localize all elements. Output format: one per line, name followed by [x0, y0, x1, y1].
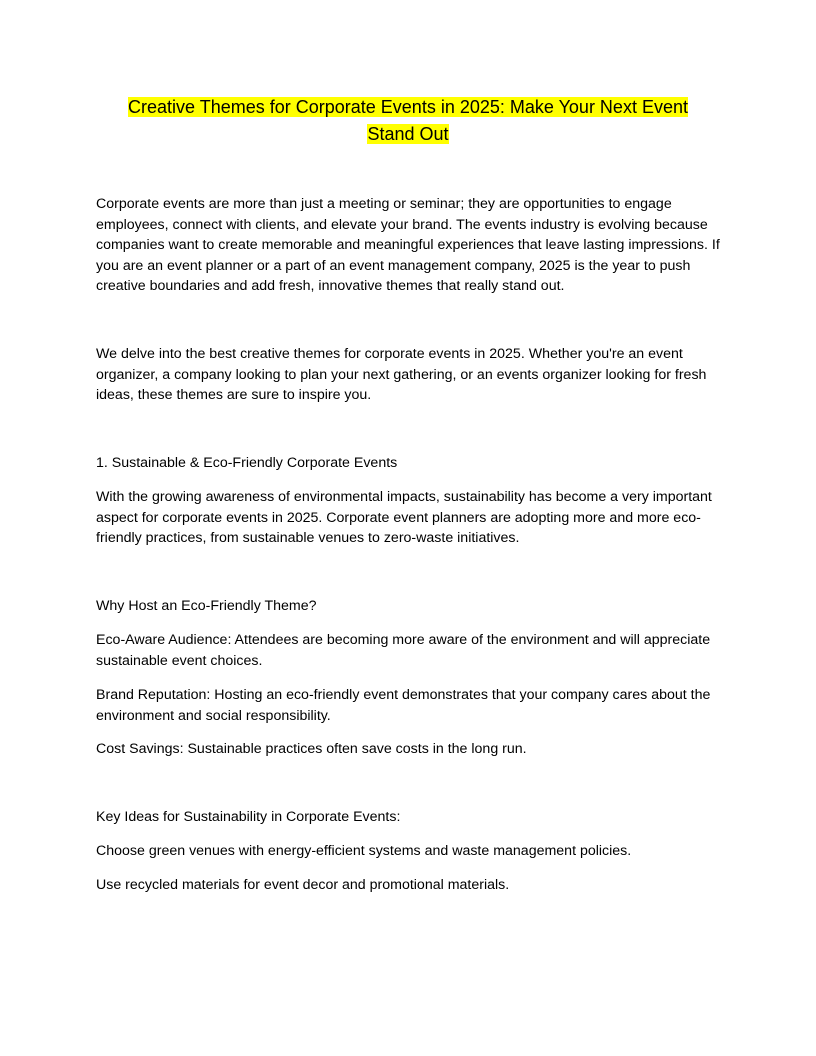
ideas-heading: Key Ideas for Sustainability in Corporate Events: — [96, 809, 401, 825]
intro-paragraph: Corporate events are more than just a meeting or seminar; they are opportunities to engage employees, connect with clients, and elevate your brand. The events industry is evolving because companies want to create memorable and meaningful experiences that leave lasting impressions. If you are an event planner or a part of an event management company, 2025 is the year to push creative boundaries and add fresh, innovative themes that really stand out. — [96, 196, 720, 295]
why-heading: Why Host an Eco-Friendly Theme? — [96, 598, 317, 614]
title-line-1: Creative Themes for Corporate Events in 2025: Make Your Next Event — [128, 97, 688, 117]
why-item-cost-savings: Cost Savings: Sustainable practices often save costs in the long run. — [96, 741, 527, 757]
ideas-item-recycled-materials: Use recycled materials for event decor and promotional materials. — [96, 877, 510, 893]
why-item-eco-aware: Eco-Aware Audience: Attendees are becoming more aware of the environment and will appreciate sustainable event choices. — [96, 632, 711, 669]
title-line-2: Stand Out — [367, 124, 449, 144]
ideas-item-green-venues: Choose green venues with energy-efficient systems and waste management policies. — [96, 843, 632, 859]
document-title — [96, 94, 720, 148]
section-1-body: With the growing awareness of environmental impacts, sustainability has become a very important aspect for corporate events in 2025. Corporate event planners are adopting more and more eco-friendly practices, from sustainable venues to zero-waste initiatives. — [96, 489, 712, 547]
why-item-brand-reputation: Brand Reputation: Hosting an eco-friendly event demonstrates that your company cares about the environment and social responsibility. — [96, 687, 711, 724]
section-1-heading: 1. Sustainable & Eco-Friendly Corporate Events — [96, 455, 398, 471]
delve-paragraph: We delve into the best creative themes for corporate events in 2025. Whether you're an event organizer, a company looking to plan your next gathering, or an events organizer looking for fresh ideas, these themes are sure to inspire you. — [96, 346, 707, 404]
